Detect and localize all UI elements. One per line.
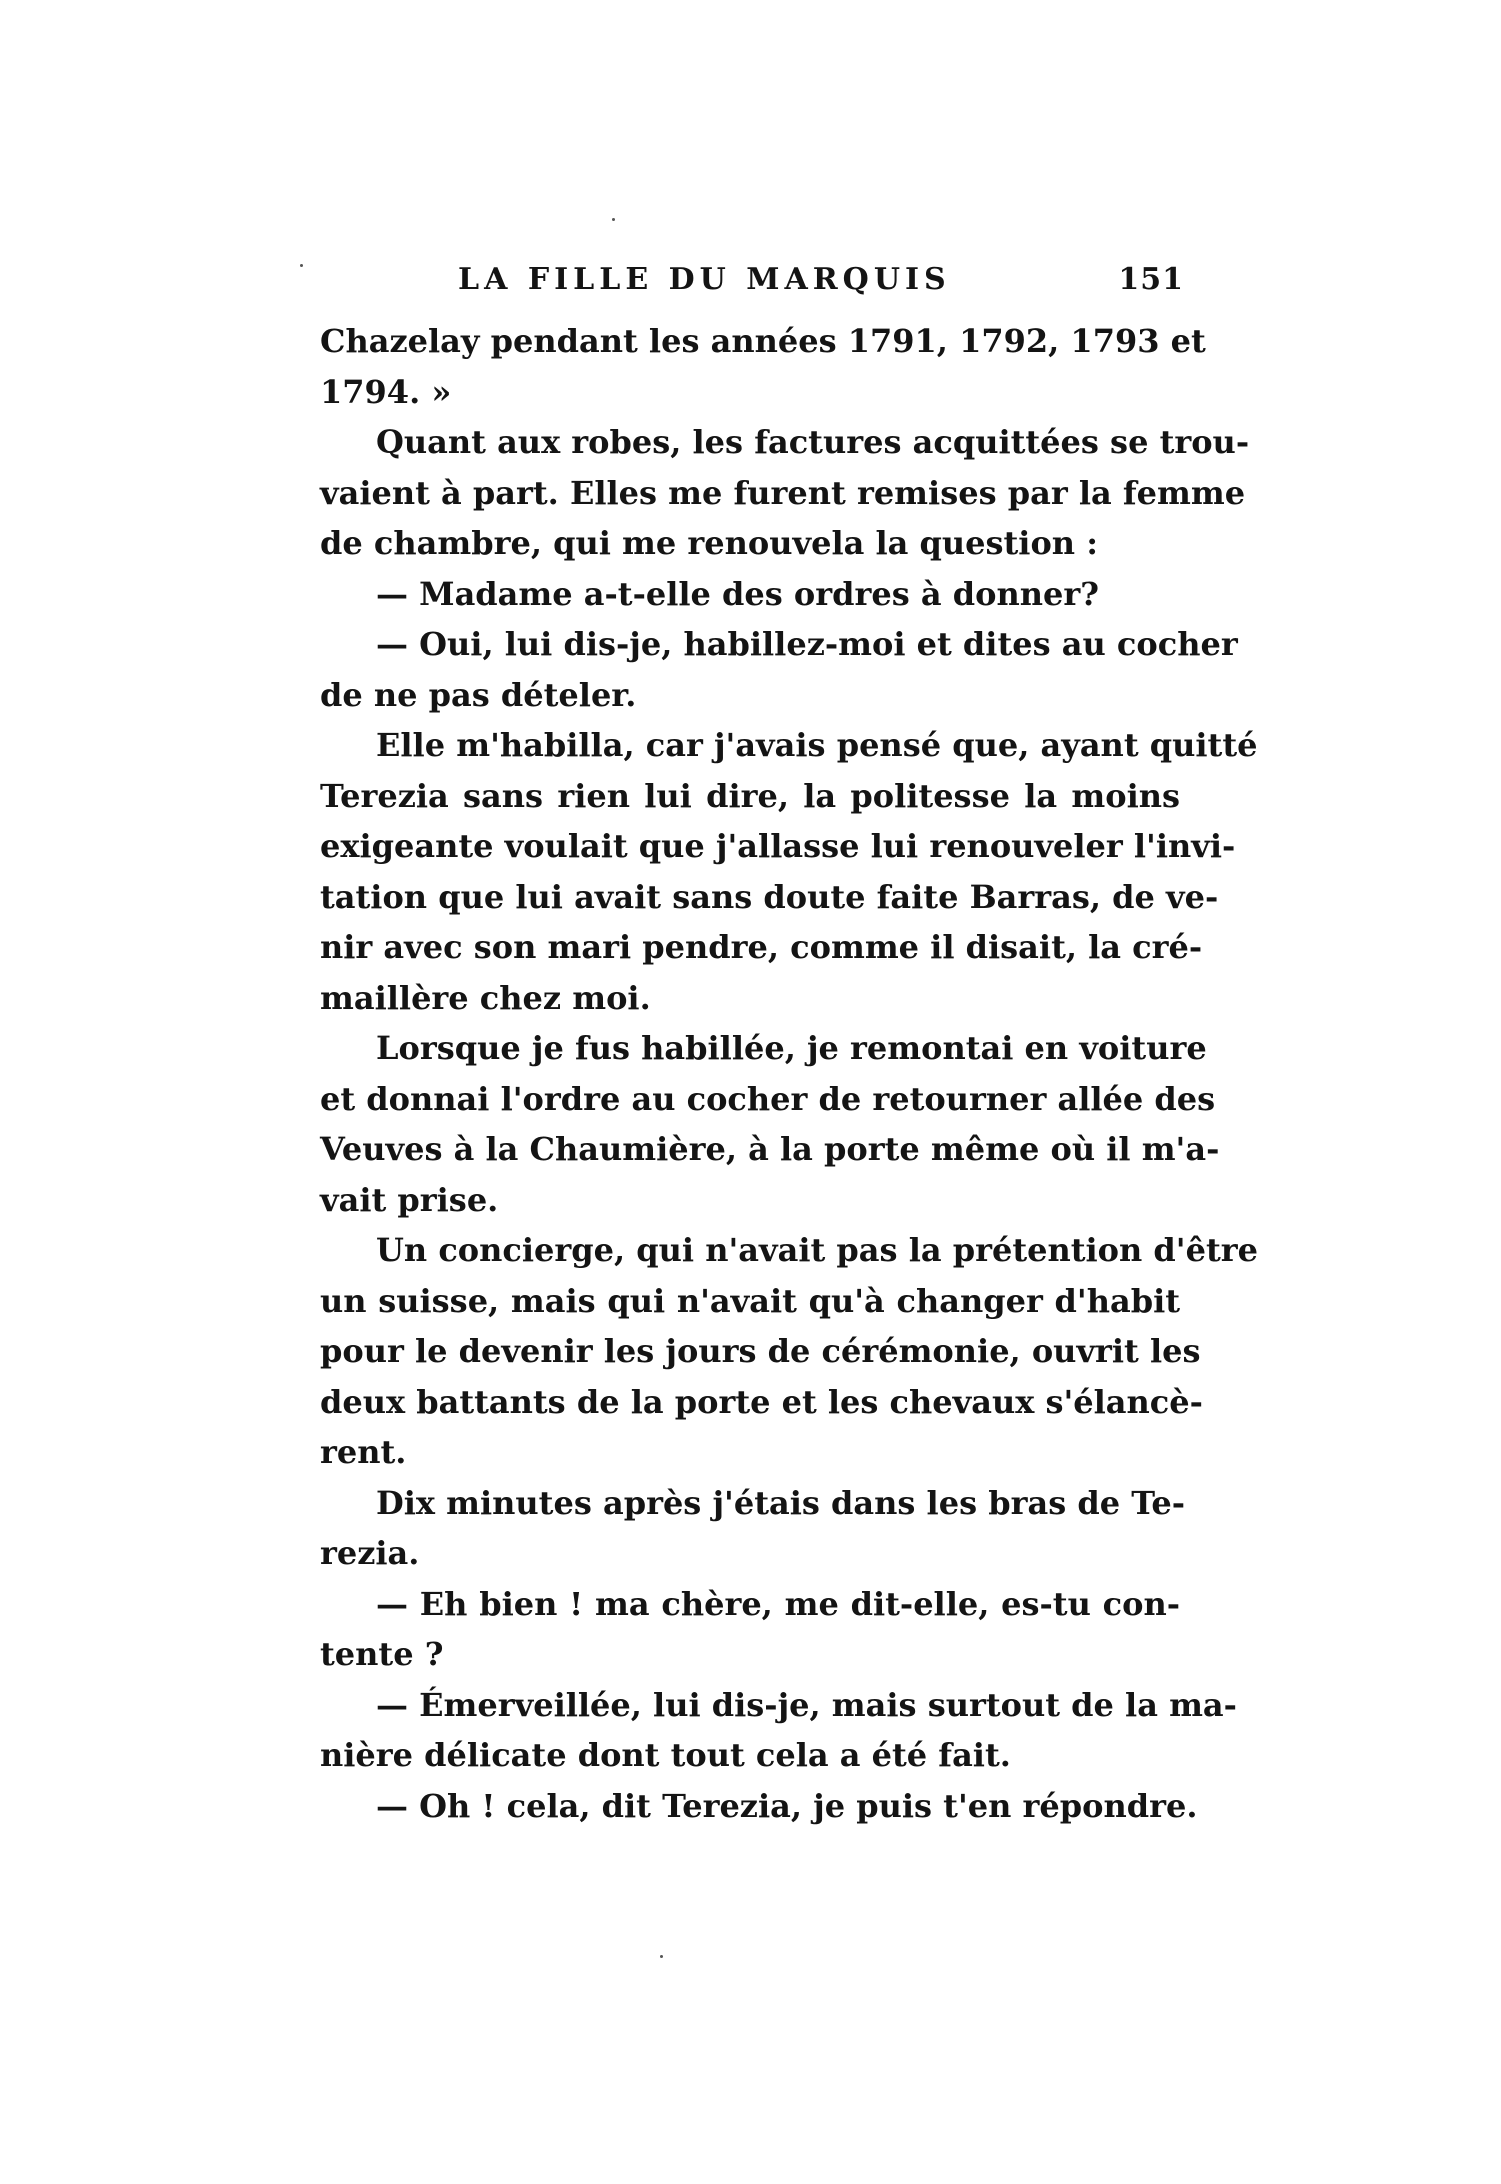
body-text (320, 316, 1258, 1831)
text-line: Lorsque je fus habillée, je remontai en voiture (376, 1029, 1207, 1067)
text-line: rent. (320, 1433, 407, 1471)
book-page (320, 262, 1258, 1831)
text-line: pour le devenir les jours de cérémonie, ouvrit les (320, 1332, 1201, 1370)
print-speck-top (612, 218, 615, 221)
text-line: — Eh bien ! ma chère, me dit-elle, es-tu con- (376, 1584, 1180, 1623)
text-line: Quant aux robes, les factures acquittées se trou- (376, 423, 1250, 461)
page-header (320, 262, 1184, 308)
text-line: — Madame a-t-elle des ordres à donner? (376, 574, 1099, 613)
text-line: vaient à part. Elles me furent remises par la femme (320, 473, 1246, 512)
text-line: Veuves à la Chaumière, à la porte même où il m'a- (320, 1130, 1220, 1168)
text-line: un suisse, mais qui n'avait qu'à changer d'habit (320, 1281, 1180, 1320)
text-line: maillère chez moi. (320, 978, 651, 1017)
text-line: 1794. » (320, 372, 452, 411)
text-line: vait prise. (320, 1180, 499, 1219)
text-line: Dix minutes après j'étais dans les bras de Te- (376, 1483, 1185, 1522)
text-line: de ne pas dételer. (320, 675, 637, 714)
text-line: de chambre, qui me renouvela la question : (320, 524, 1099, 562)
text-line: tente ? (320, 1635, 444, 1673)
print-speck-bottom (660, 1955, 663, 1958)
text-line: tation que lui avait sans doute faite Barras, de ve- (320, 877, 1219, 916)
text-line: — Émerveillée, lui dis-je, mais surtout de la ma- (376, 1685, 1237, 1724)
text-line: nir avec son mari pendre, comme il disait, la cré- (320, 928, 1203, 966)
page-number: 151 (1118, 262, 1184, 297)
text-line: Elle m'habilla, car j'avais pensé que, ayant quitté (376, 726, 1258, 764)
text-line: rezia. (320, 1534, 420, 1572)
print-speck-margin (300, 264, 303, 267)
text-line: et donnai l'ordre au cocher de retourner allée des (320, 1079, 1216, 1118)
text-line: Chazelay pendant les années 1791, 1792, 1793 et (320, 322, 1206, 360)
text-line: Un concierge, qui n'avait pas la prétention d'être (376, 1231, 1258, 1269)
text-line: deux battants de la porte et les chevaux s'élancè- (320, 1382, 1203, 1421)
text-line: — Oui, lui dis-je, habillez-moi et dites au cocher (376, 625, 1238, 663)
text-line: Terezia sans rien lui dire, la politesse la moins (320, 776, 1180, 815)
text-line: exigeante voulait que j'allasse lui renouveler l'invi- (320, 827, 1236, 865)
text-line: — Oh ! cela, dit Terezia, je puis t'en répondre. (376, 1786, 1198, 1825)
running-title: LA FILLE DU MARQUIS (458, 262, 951, 297)
text-line: nière délicate dont tout cela a été fait. (320, 1736, 1011, 1774)
